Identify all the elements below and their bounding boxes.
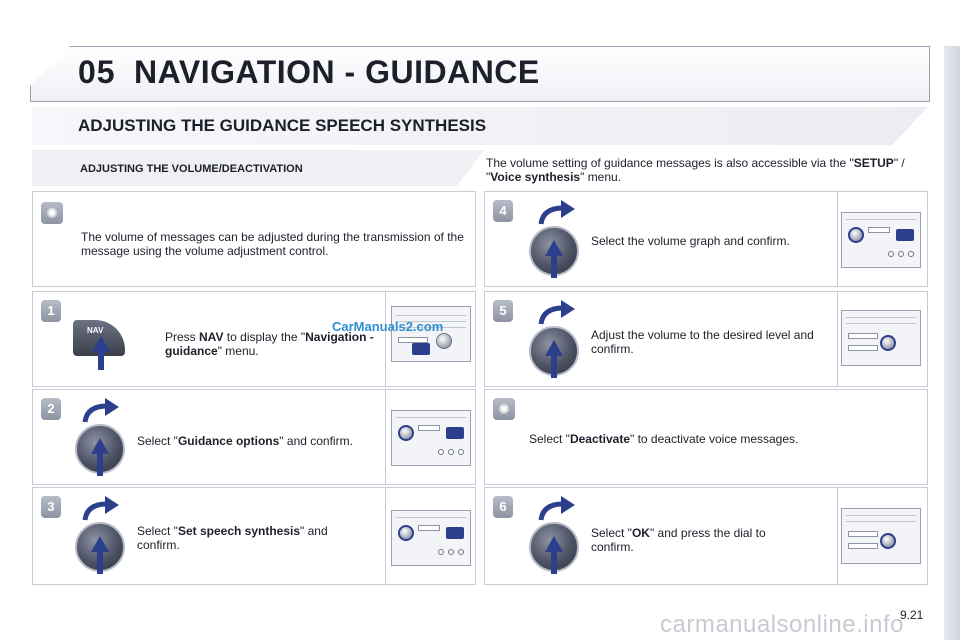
radio-panel-illustration [391,510,471,566]
tip-box-volume [32,191,476,287]
radio-panel-illustration [841,212,921,268]
lightbulb-icon: ✺ [493,398,515,420]
side-tab-bar [944,46,960,640]
step-5-text: Adjust the volume to the desired level and confirm. [591,328,814,356]
step-box-6 [484,487,928,585]
lightbulb-icon: ✺ [41,202,63,224]
press-arrow-icon [91,438,109,454]
press-arrow-icon [545,240,563,256]
intro-note: The volume setting of guidance messages is also accessible via the "SETUP" / "Voice synthesis" menu. [486,156,905,184]
footer-watermark: carmanualsonline.info [660,611,904,638]
deactivate-text: Select "Deactivate" to deactivate voice messages. [529,432,799,446]
step-box-3 [32,487,476,585]
step-badge: 4 [493,200,513,222]
nav-key-icon: NAV [73,320,125,356]
radio-panel-illustration [391,306,471,362]
radio-panel-illustration [841,310,921,366]
radio-panel-illustration [391,410,471,466]
tip-box-deactivate [484,389,928,485]
column-divider [385,292,386,386]
rotate-arrow-icon [537,496,577,524]
column-divider [837,192,838,286]
rotate-arrow-icon [81,496,121,524]
step-badge: 6 [493,496,513,518]
step-badge: 3 [41,496,61,518]
step-badge: 5 [493,300,513,322]
column-divider [385,390,386,484]
step-6-text: Select "OK" and press the dial to confirm. [591,526,766,554]
rotate-arrow-icon [537,200,577,228]
step-box-2 [32,389,476,485]
press-arrow-icon [545,340,563,356]
step-badge: 2 [41,398,61,420]
watermark-text: CarManuals2.com [332,319,444,334]
step-2-text: Select "Guidance options" and confirm. [137,434,353,448]
column-divider [385,488,386,584]
step-3-text: Select "Set speech synthesis" and confirm. [137,524,328,552]
page-title: NAVIGATION - GUIDANCE [134,54,540,90]
press-arrow-icon [545,536,563,552]
step-1-text: Press NAV to display the "Navigation - guidance" menu. [165,330,374,358]
press-arrow-icon [91,536,109,552]
chapter-number: 05 [78,54,116,90]
page-number: 9.21 [900,608,924,622]
tip-text: The volume of messages can be adjusted during the transmission of the message using the volume adjustment control. [81,230,464,258]
rotate-arrow-icon [81,398,121,426]
step-4-text: Select the volume graph and confirm. [591,234,790,248]
section-title: ADJUSTING THE GUIDANCE SPEECH SYNTHESIS [78,116,487,135]
step-box-1 [32,291,476,387]
step-box-5 [484,291,928,387]
column-divider [837,292,838,386]
radio-panel-illustration [841,508,921,564]
step-badge: 1 [41,300,61,322]
column-divider [837,488,838,584]
step-box-4 [484,191,928,287]
rotate-arrow-icon [537,300,577,328]
press-arrow-icon [92,336,110,352]
subsection-title: ADJUSTING THE VOLUME/DEACTIVATION [80,163,303,175]
